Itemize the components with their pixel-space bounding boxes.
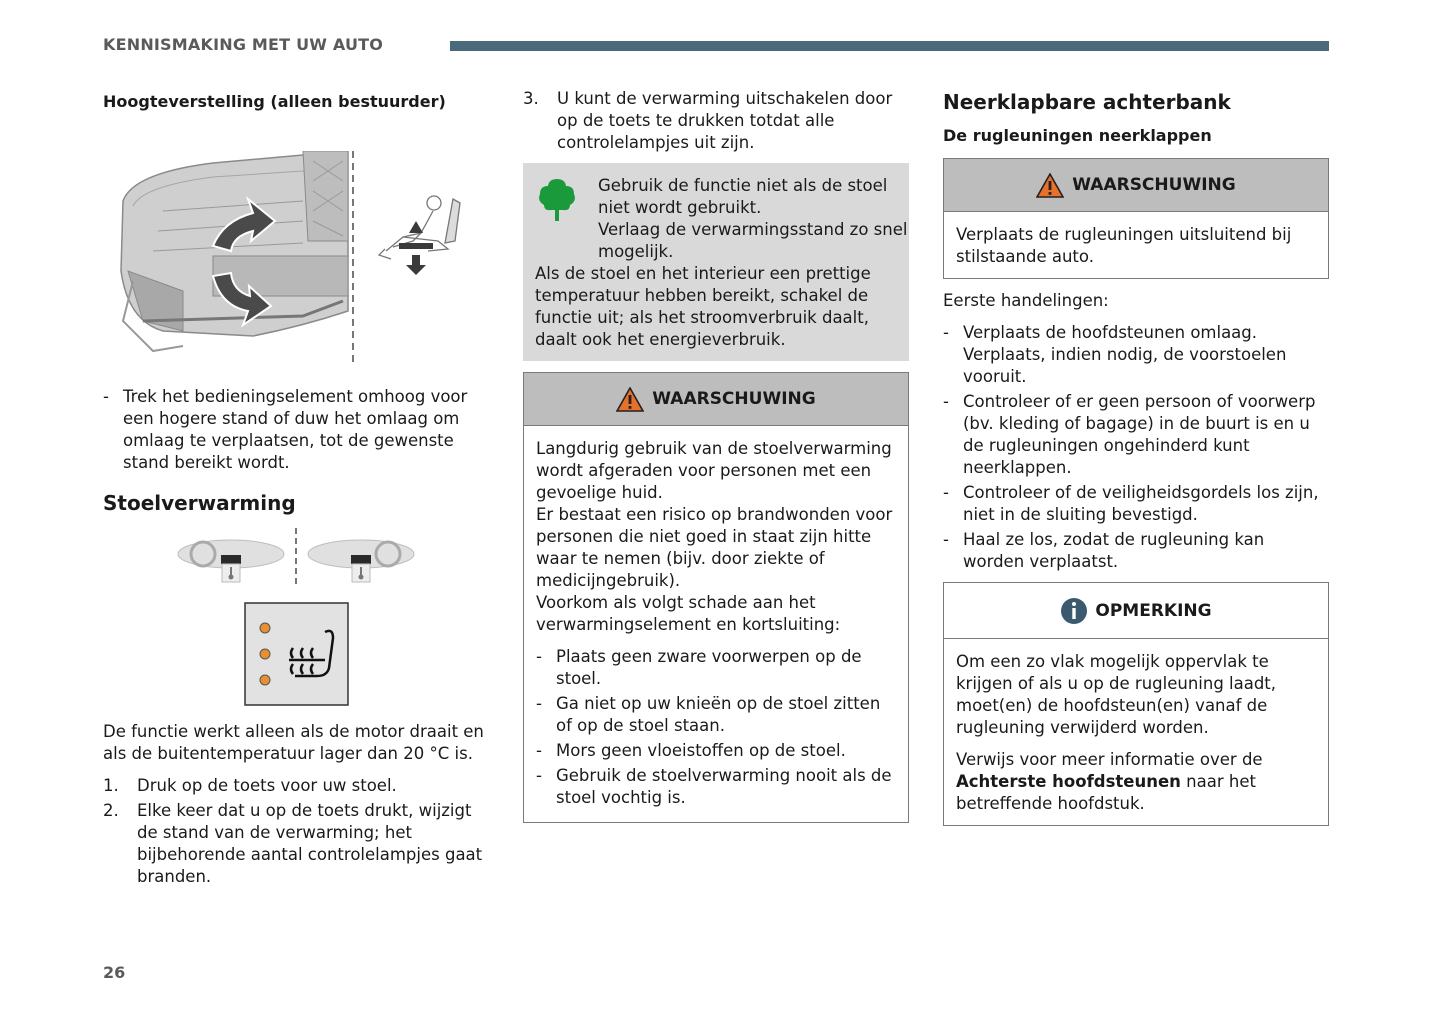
warning-body [944, 212, 1328, 278]
section-title: KENNISMAKING MET UW AUTO [103, 35, 384, 54]
column-2 [523, 88, 909, 823]
warning-bullet-list [536, 646, 896, 809]
fold-backrests-subheading: De rugleuningen neerklappen [943, 126, 1212, 145]
note-body [944, 639, 1328, 825]
left-dashboard-icon [178, 540, 284, 582]
page-number: 26 [103, 963, 126, 982]
eco-line-2: Verlaag de verwarmingsstand zo snel mogelijk. [598, 220, 908, 261]
warning-p2: Er bestaat een risico op brandwonden voor personen die niet goed in staat zijn hitte waar te nemen (bijv. door ziekte of medicijngebruik). [536, 505, 893, 590]
seat-heating-button [245, 603, 348, 705]
first-steps-label: Eerste handelingen: [943, 291, 1109, 310]
warning-triangle-icon [616, 387, 644, 412]
list-item: - Mors geen vloeistoffen op de stoel. [536, 740, 896, 762]
note-p2: Verwijs voor meer informatie over de Achterste hoofdsteunen naar het betreffende hoofdstuk. [956, 750, 1263, 813]
eco-line-3: Als de stoel en het interieur een prettige temperatuur hebben bereikt, schakel de functie uit; als het stroomverbruik daalt, daalt ook het energieverbruik. [535, 264, 871, 349]
note-p1: Om een zo vlak mogelijk oppervlak te krijgen of als u op de rugleuning laadt, moet(en) de hoofdsteun(en) vanaf de rugleuning verwijderd worden. [956, 652, 1277, 737]
warning-title: WAARSCHUWING [652, 389, 816, 409]
seat-height-illustration [103, 151, 488, 369]
list-item: - Trek het bedieningselement omhoog voor een hogere stand of duw het omlaag om omlaag te verplaatsen, tot de gewenste stand bereikt wordt. [103, 386, 488, 474]
list-item: 1. Druk op de toets voor uw stoel. [103, 776, 397, 795]
info-icon [1060, 597, 1088, 625]
list-item: - Controleer of de veiligheidsgordels los zijn, niet in de sluiting bevestigd. [943, 482, 1329, 526]
warning-text: Verplaats de rugleuningen uitsluitend bij stilstaande auto. [956, 225, 1292, 266]
seat-heating-heading: Stoelverwarming [103, 491, 296, 515]
list-item: - Ga niet op uw knieën op de stoel zitten of op de stoel staan. [536, 693, 896, 737]
column-1 [103, 88, 488, 891]
rear-seat-heading: Neerklapbare achterbank [943, 90, 1231, 114]
eco-leaf-icon [537, 177, 577, 223]
header-bar [450, 41, 1329, 51]
height-adjust-heading: Hoogteverstelling (alleen bestuurder) [103, 92, 446, 111]
heating-steps [103, 775, 488, 888]
seat-heating-illustration [103, 526, 488, 711]
warning-p1: Langdurig gebruik van de stoelverwarming wordt afgeraden voor personen met een gevoelige huid. [536, 439, 892, 502]
column-3 [943, 88, 1329, 826]
heating-warning-box [523, 372, 909, 823]
note-header [944, 583, 1328, 639]
list-item: 2. Elke keer dat u op de toets drukt, wijzigt de stand van de verwarming; het bijbehorende aantal controlelampjes gaat branden. [103, 801, 483, 886]
note-box [943, 582, 1329, 826]
fold-bullet-list [943, 322, 1329, 573]
list-item: 3. U kunt de verwarming uitschakelen door op de toets te drukken totdat alle controlelampjes uit zijn. [523, 89, 893, 152]
list-item: - Verplaats de hoofdsteunen omlaag. Verplaats, indien nodig, de voorstoelen vooruit. [943, 322, 1329, 388]
warning-header [944, 159, 1328, 212]
warning-body [524, 426, 908, 822]
list-item: - Haal ze los, zodat de rugleuning kan worden verplaatst. [943, 529, 1329, 573]
warning-header [524, 373, 908, 426]
eco-tip-box [523, 163, 909, 361]
heating-steps-continued [523, 88, 909, 154]
eco-line-1: Gebruik de functie niet als de stoel niet wordt gebruikt. [598, 176, 888, 217]
fold-warning-box [943, 158, 1329, 279]
heating-intro: De functie werkt alleen als de motor draait en als de buitentemperatuur lager dan 20 °C is. [103, 722, 484, 763]
list-item: - Plaats geen zware voorwerpen op de stoel. [536, 646, 896, 690]
right-dashboard-icon [308, 540, 414, 582]
warning-triangle-icon [1036, 173, 1064, 198]
height-bullet-list [103, 386, 488, 474]
warning-title: WAARSCHUWING [1072, 175, 1236, 195]
list-item: - Gebruik de stoelverwarming nooit als de stoel vochtig is. [536, 765, 896, 809]
note-title: OPMERKING [1095, 600, 1212, 621]
warning-p3: Voorkom als volgt schade aan het verwarmingselement en kortsluiting: [536, 593, 841, 634]
list-item: - Controleer of er geen persoon of voorwerp (bv. kleding of bagage) in de buurt is en u de rugleuningen ongehinderd kunt neerklappen. [943, 391, 1329, 479]
